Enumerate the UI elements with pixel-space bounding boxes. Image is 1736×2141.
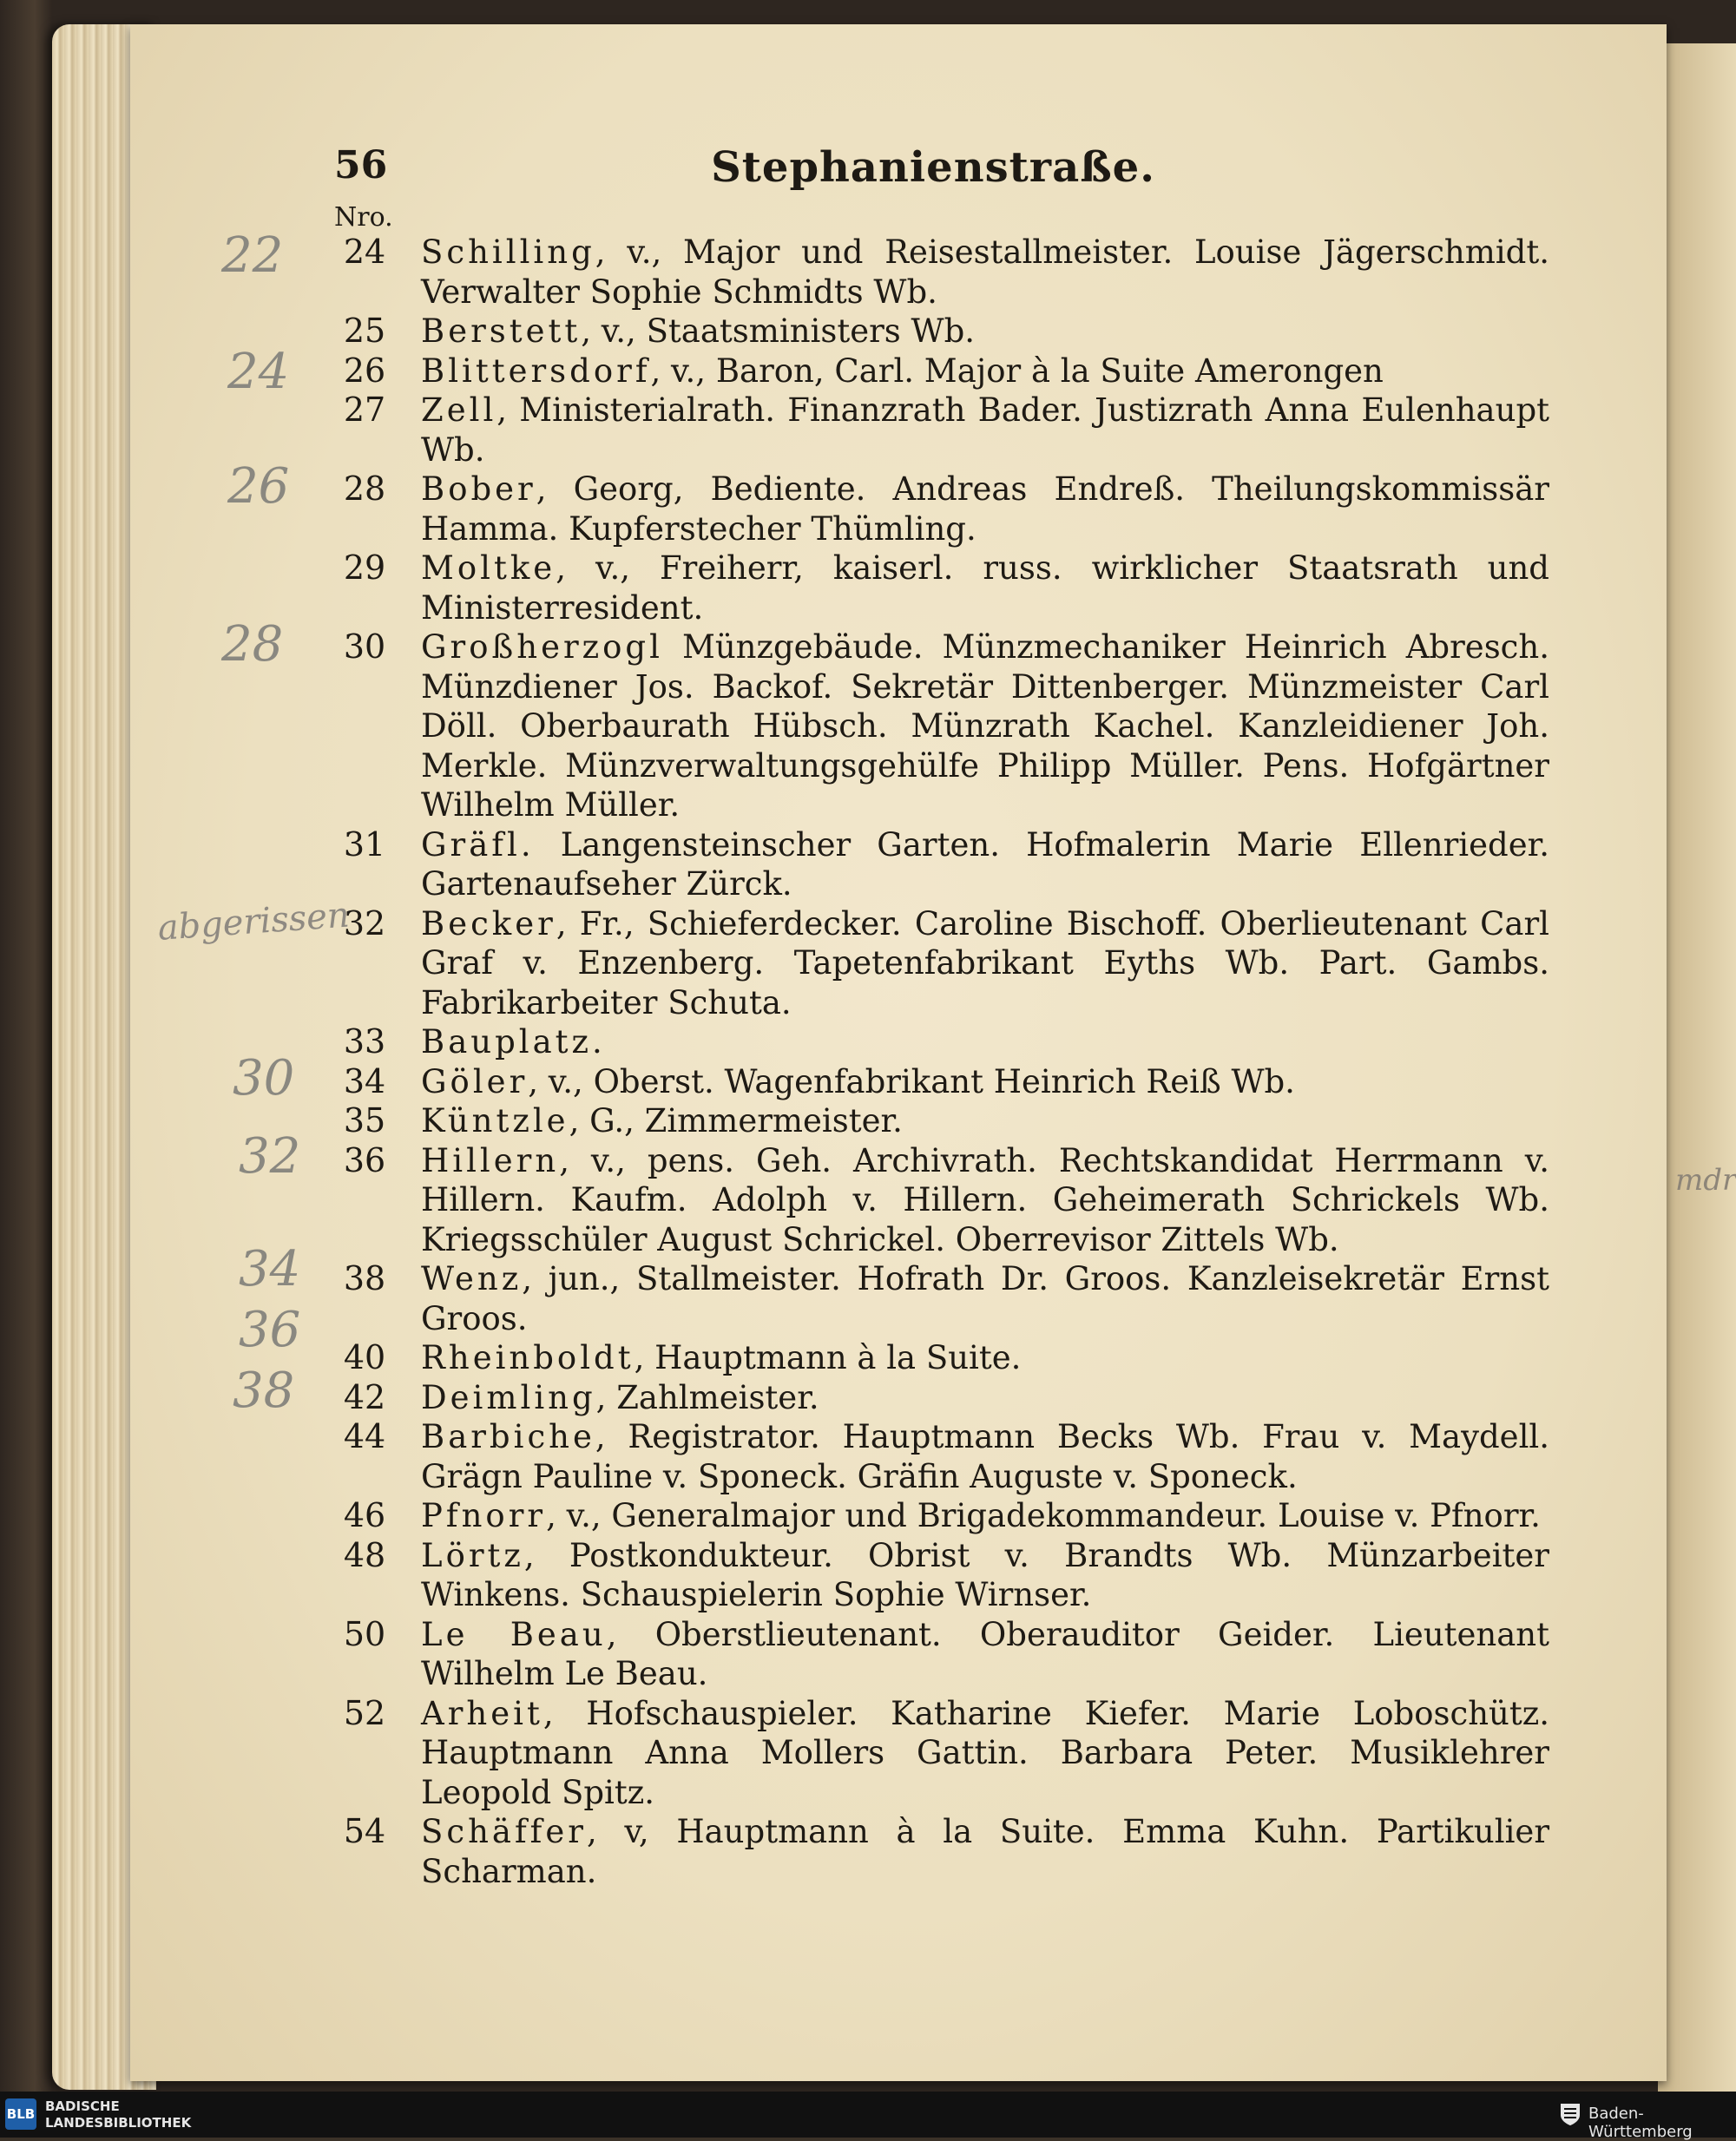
entry-text (421, 391, 1549, 470)
resident-name: Hillern (421, 1141, 560, 1179)
viewer-footer (0, 2092, 1736, 2141)
entry-details: Münzgebäude. Münzmechaniker Heinrich Abresch. Münzdiener Jos. Backof. Sekretär Dittenberger. Münzmeister Carl Döll. Oberbaurath Hübsch. Münzrath Kachel. Kanzleidiener Joh. Merkle. Münzverwaltungsgehülfe Philipp Müller. Pens. Hofgärtner Wilhelm Müller. (421, 628, 1549, 824)
entry-details: , v., pens. Geh. Archivrath. Rechtskandidat Herrmann v. Hillern. Kaufm. Adolph v. Hillern. Geheimerath Schrickels Wb. Kriegsschüler August Schrickel. Oberrevisor Zittels Wb. (421, 1141, 1549, 1258)
entry-text (421, 548, 1549, 627)
entry-text (421, 1259, 1549, 1338)
entry-text (421, 1378, 1549, 1418)
resident-name: Berstett (421, 312, 582, 350)
entry-details: , v., Generalmajor und Brigadekommandeur. Louise v. Pfnorr. (546, 1497, 1541, 1534)
address-entry (334, 904, 1549, 1023)
address-entry (334, 233, 1549, 312)
entry-details: , Ministerialrath. Finanzrath Bader. Justizrath Anna Eulenhaupt Wb. (421, 391, 1549, 469)
page-header (334, 143, 1532, 204)
entry-details: , Hofschauspieler. Katharine Kiefer. Marie Loboschütz. Hauptmann Anna Mollers Gattin. Barbara Peter. Musiklehrer Leopold Spitz. (421, 1694, 1549, 1811)
entry-text (421, 351, 1549, 391)
resident-name: Moltke (421, 549, 556, 587)
entry-details: , jun., Stallmeister. Hofrath Dr. Groos. Kanzleisekretär Ernst Groos. (421, 1260, 1549, 1337)
entry-details: , Oberstlieutenant. Oberauditor Geider. Lieutenant Wilhelm Le Beau. (421, 1615, 1549, 1692)
entry-text (421, 627, 1549, 825)
resident-name: Schilling (421, 233, 595, 271)
resident-name: Barbiche (421, 1418, 595, 1455)
house-number: 42 (343, 1377, 386, 1416)
house-number: 30 (343, 627, 386, 666)
resident-name: Deimling (421, 1378, 596, 1416)
entry-details: , v., Major und Reisestallmeister. Louise Jägerschmidt. Verwalter Sophie Schmidts Wb. (421, 233, 1549, 311)
pencil-number: 36 (239, 1302, 301, 1358)
pencil-number: 34 (239, 1241, 301, 1297)
house-number: 40 (343, 1338, 386, 1376)
resident-name: Großherzogl (421, 628, 663, 666)
entry-details: Langensteinscher Garten. Hofmalerin Marie Ellenrieder. Gartenaufseher Zürck. (421, 825, 1549, 903)
pencil-number: 24 (227, 344, 290, 400)
entry-text (421, 1615, 1549, 1694)
entry-details: , Hauptmann à la Suite. (634, 1339, 1022, 1376)
address-entry (334, 1496, 1549, 1536)
resident-name: Lörtz (421, 1536, 524, 1574)
house-number: 35 (343, 1101, 386, 1139)
house-number: 36 (343, 1140, 386, 1179)
house-number: 33 (343, 1022, 386, 1061)
blb-logo-icon: BLB (5, 2098, 36, 2130)
entry-text (421, 470, 1549, 548)
address-entry (334, 391, 1549, 470)
street-title: Stephanienstraße. (711, 143, 1155, 192)
pencil-number: 28 (221, 616, 284, 673)
entry-text (421, 1417, 1549, 1496)
entry-text (421, 904, 1549, 1023)
entry-text (421, 1496, 1549, 1536)
number-column-label: Nro. (334, 202, 393, 233)
pencil-number: 30 (233, 1050, 295, 1107)
pencil-number: 38 (233, 1363, 295, 1419)
house-number: 29 (343, 548, 386, 587)
address-entry (334, 1259, 1549, 1338)
resident-name: Bober (421, 470, 536, 508)
entry-text (421, 1536, 1549, 1615)
house-number: 25 (343, 312, 386, 350)
entry-text (421, 1812, 1549, 1891)
address-entry (334, 627, 1549, 825)
address-entry (334, 351, 1549, 391)
house-number: 52 (343, 1693, 386, 1732)
resident-name: Arheit (421, 1694, 543, 1732)
entry-details: , v., Baron, Carl. Major à la Suite Amerongen (650, 351, 1384, 390)
entry-details: , v., Staatsministers Wb. (581, 312, 976, 350)
entry-details: , Postkondukteur. Obrist v. Brandts Wb. Münzarbeiter Winkens. Schauspielerin Sophie Wirnser. (421, 1536, 1549, 1613)
house-number: 28 (343, 470, 386, 508)
library-name-line2: LANDESBIBLIOTHEK (45, 2115, 192, 2131)
pencil-scribble: abgerissen (156, 895, 352, 949)
page-number: 56 (334, 143, 388, 187)
address-entry (334, 312, 1549, 351)
house-number: 32 (343, 903, 386, 942)
entry-details: , Zahlmeister. (595, 1378, 819, 1416)
resident-name: Gräfl. (421, 825, 535, 864)
entry-text (421, 825, 1549, 904)
resident-name: Blittersdorf (421, 351, 651, 390)
library-name (45, 2098, 191, 2131)
address-entry (334, 1378, 1549, 1418)
entry-details: , Registrator. Hauptmann Becks Wb. Frau v. Maydell. Grägn Pauline v. Sponeck. Gräfin Auguste v. Sponeck. (421, 1418, 1549, 1495)
house-number: 38 (343, 1259, 386, 1297)
house-number: 48 (343, 1535, 386, 1574)
house-number: 26 (343, 351, 386, 390)
resident-name: Becker (421, 904, 556, 942)
pencil-number: 32 (239, 1128, 301, 1185)
entry-text (421, 1101, 1549, 1141)
house-number: 31 (343, 824, 386, 864)
pencil-number: 26 (227, 458, 290, 515)
entry-text (421, 1062, 1549, 1102)
address-entry (334, 1615, 1549, 1694)
address-entry (334, 1022, 1549, 1062)
resident-name: Wenz (421, 1260, 523, 1297)
address-entry (334, 1141, 1549, 1260)
entry-details: , v., Oberst. Wagenfabrikant Heinrich Reiß Wb. (528, 1062, 1295, 1100)
entry-details: , v., Freiherr, kaiserl. russ. wirklicher Staatsrath und Ministerresident. (421, 549, 1549, 627)
address-entry (334, 548, 1549, 627)
address-entry (334, 1694, 1549, 1813)
entry-text (421, 312, 1549, 351)
house-number: 24 (343, 233, 386, 271)
address-entry (334, 1101, 1549, 1141)
resident-name: Bauplatz. (421, 1023, 606, 1061)
resident-name: Pfnorr (421, 1497, 547, 1534)
pencil-number: 22 (221, 227, 284, 284)
entry-details: , v, Hauptmann à la Suite. Emma Kuhn. Partikulier Scharman. (421, 1813, 1549, 1890)
house-number: 54 (343, 1812, 386, 1850)
address-entry (334, 1536, 1549, 1615)
address-entry (334, 825, 1549, 904)
address-entry-list (334, 233, 1549, 1891)
state-coat-of-arms-icon (1558, 2101, 1582, 2127)
entry-text (421, 1141, 1549, 1260)
resident-name: Schäffer (421, 1813, 587, 1850)
facing-page-edge (1658, 43, 1736, 2092)
resident-name: Le Beau (421, 1615, 607, 1653)
state-label: Baden-Württemberg (1588, 2105, 1693, 2141)
entry-text (421, 1022, 1549, 1062)
resident-name: Zell (421, 391, 497, 429)
address-entry (334, 470, 1549, 548)
address-entry (334, 1062, 1549, 1102)
house-number: 50 (343, 1614, 386, 1653)
address-entry (334, 1417, 1549, 1496)
entry-details: , Georg, Bediente. Andreas Endreß. Theilungskommissär Hamma. Kupferstecher Thümling. (421, 470, 1549, 548)
entry-text (421, 1694, 1549, 1813)
resident-name: Göler (421, 1062, 529, 1100)
address-entry (334, 1812, 1549, 1891)
house-number: 34 (343, 1061, 386, 1100)
entry-details: , Fr., Schieferdecker. Caroline Bischoff. Oberlieutenant Carl Graf v. Enzenberg. Tapetenfabrikant Eyths Wb. Part. Gambs. Fabrikarbeiter Schuta. (421, 904, 1549, 1021)
entry-details: , G., Zimmermeister. (569, 1102, 903, 1139)
house-number: 27 (343, 391, 386, 429)
address-entry (334, 1338, 1549, 1378)
entry-text (421, 233, 1549, 312)
resident-name: Rheinboldt (421, 1339, 635, 1376)
house-number: 46 (343, 1496, 386, 1534)
entry-text (421, 1338, 1549, 1378)
library-name-line1: BADISCHE (45, 2098, 120, 2114)
resident-name: Küntzle (421, 1102, 569, 1139)
house-number: 44 (343, 1417, 386, 1455)
facing-page-pencil-mark: mdr (1675, 1163, 1736, 1198)
